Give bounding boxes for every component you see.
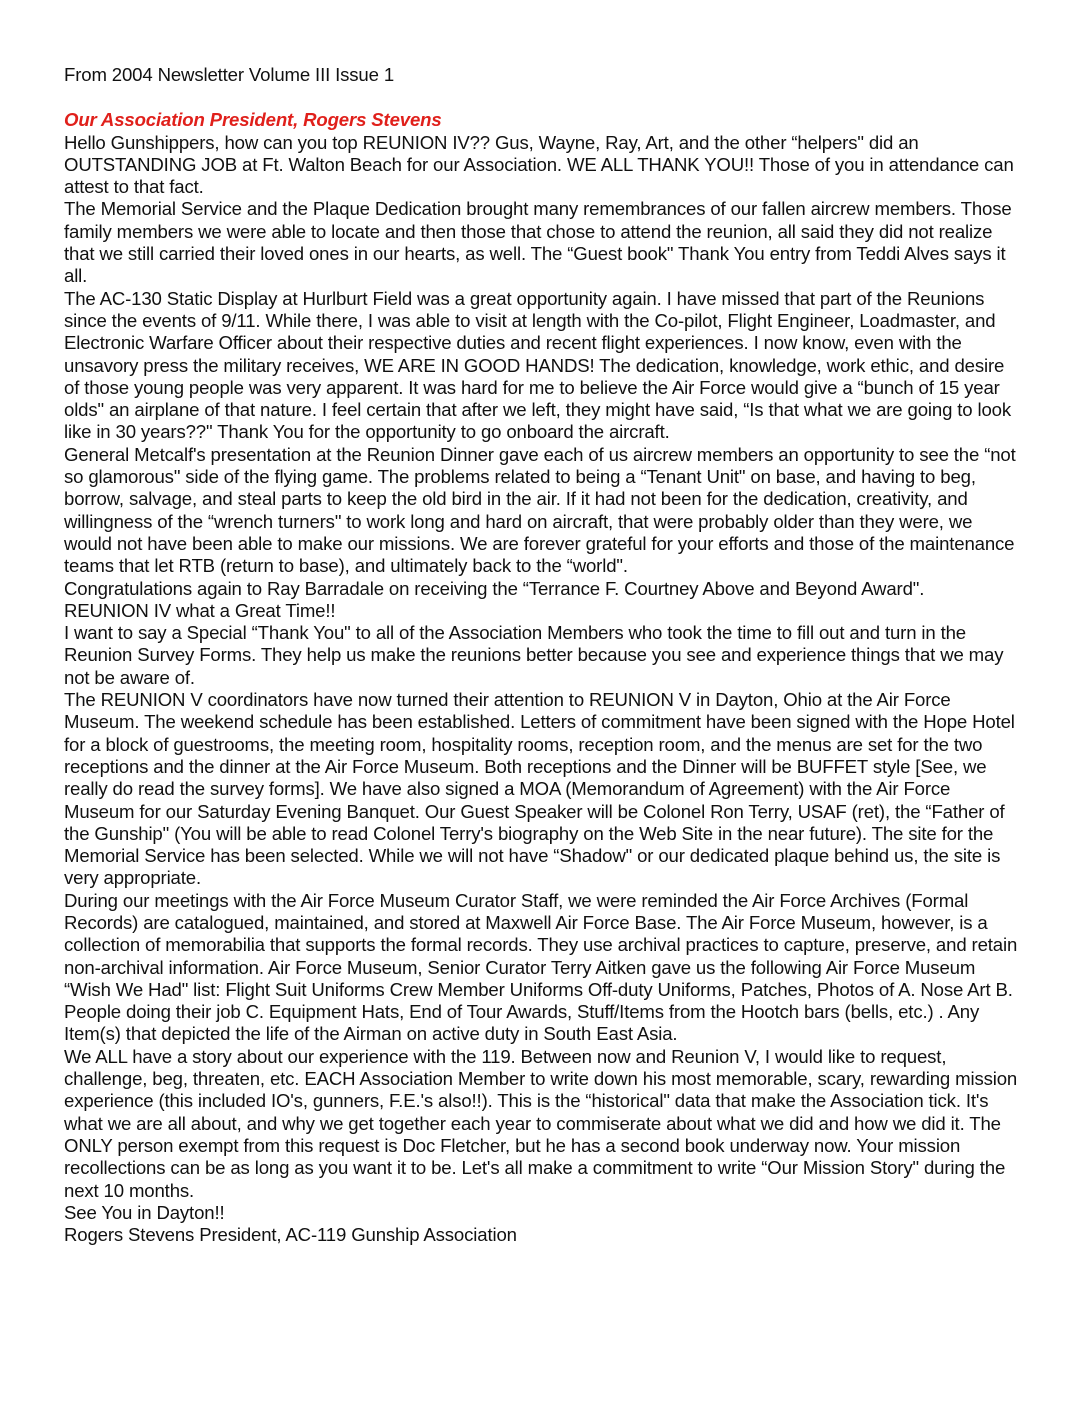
paragraph-see-you: See You in Dayton!! — [64, 1201, 225, 1223]
paragraph-great-time: REUNION IV what a Great Time!! — [64, 599, 336, 621]
paragraph-greeting: Hello Gunshippers, how can you top REUNION IV?? Gus, Wayne, Ray, Art, and the other “helpers" did an OUTSTANDING JOB at Ft. Walton Beach for our Association. WE ALL THANK YOU!! Those of you in attendance can attest to that fact. — [64, 131, 1014, 198]
paragraph-survey-thanks: I want to say a Special “Thank You" to all of the Association Members who took the time to fill out and turn in the Reunion Survey Forms. They help us make the reunions better because you see and experience things that we may not be aware of. — [64, 622, 1004, 688]
paragraph-congratulations: Congratulations again to Ray Barradale on receiving the “Terrance F. Courtney Above and Beyond Award". — [64, 577, 925, 599]
paragraph-memorial-service: The Memorial Service and the Plaque Dedication brought many remembrances of our fallen aircrew members. Those family members we were able to locate and then those that chose to attend the reunion, all said they did not realize that we still carried their loved ones in our hearts, as well. The “Guest book" Thank You entry from Teddi Alves says it all. — [64, 198, 1012, 287]
paragraph-general-metcalf: General Metcalf's presentation at the Reunion Dinner gave each of us aircrew members an opportunity to see the “not so glamorous" side of the flying game. The problems related to being a “Tenant Unit" on base, and having to beg, borrow, salvage, and steal parts to keep the old bird in the air. If it had not been for the dedication, creativity, and willingness of the “wrench turners" to work long and hard on aircraft, that were probably older than they were, we would not have been able to make our missions. We are forever grateful for your efforts and those of the maintenance teams that let RTB (return to base), and ultimately back to the “world". — [64, 443, 1016, 577]
article-body — [64, 132, 1024, 1247]
article-title: Our Association President, Rogers Stevens — [64, 109, 442, 131]
paragraph-reunion-v: The REUNION V coordinators have now turned their attention to REUNION V in Dayton, Ohio at the Air Force Museum. The weekend schedule has been established. Letters of commitment have been signed with the Hope Hotel for a block of guestrooms, the meeting room, hospitality rooms, reception room, and the menus are set for the two receptions and the dinner at the Air Force Museum. Both receptions and the Dinner will be BUFFET style [See, we really do read the survey forms]. We have also signed a MOA (Memorandum of Agreement) with the Air Force Museum for our Saturday Evening Banquet. Our Guest Speaker will be Colonel Ron Terry, USAF (ret), the “Father of the Gunship" (You will be able to read Colonel Terry's biography on the Web Site in the near future). The site for the Memorial Service has been selected. While we will not have “Shadow" or our dedicated plaque behind us, the site is very appropriate. — [64, 689, 1015, 889]
paragraph-static-display: The AC-130 Static Display at Hurlburt Field was a great opportunity again. I have missed that part of the Reunions since the events of 9/11. While there, I was able to visit at length with the Co-pilot, Flight Engineer, Loadmaster, and Electronic Warfare Officer about their respective duties and recent flight experiences. I now know, even with the unsavory press the military receives, WE ARE IN GOOD HANDS! The dedication, knowledge, work ethic, and desire of those young people was very apparent. It was hard for me to believe the Air Force would give a “bunch of 15 year olds" an airplane of that nature. I feel certain that after we left, they might have said, “Is that what we are going to look like in 30 years??" Thank You for the opportunity to go onboard the aircraft. — [64, 287, 1012, 443]
paragraph-museum-curator: During our meetings with the Air Force Museum Curator Staff, we were reminded the Air Force Archives (Formal Records) are catalogued, maintained, and stored at Maxwell Air Force Base. The Air Force Museum, however, is a collection of memorabilia that supports the formal records. They use archival practices to capture, preserve, and retain non-archival information. Air Force Museum, Senior Curator Terry Aitken gave us the following Air Force Museum “Wish We Had" list: Flight Suit Uniforms Crew Member Uniforms Off-duty Uniforms, Patches, Photos of A. Nose Art B. People doing their job C. Equipment Hats, End of Tour Awards, Stuff/Items from the Hootch bars (bells, etc.) . Any Item(s) that depicted the life of the Airman on active duty in South East Asia. — [64, 889, 1018, 1045]
signature-line: Rogers Stevens President, AC-119 Gunship Association — [64, 1224, 517, 1246]
newsletter-source-line: From 2004 Newsletter Volume III Issue 1 — [64, 64, 395, 85]
paragraph-mission-stories: We ALL have a story about our experience with the 119. Between now and Reunion V, I would like to request, challenge, beg, threaten, etc. EACH Association Member to write down his most memorable, scary, rewarding mission experience (this included IO's, gunners, F.E.'s also!!). This is the “historical" data that make the Association tick. It's what we are all about, and why we get together each year to commiserate about what we did and how we did it. The ONLY person exempt from this request is Doc Fletcher, but he has a second book underway now. Your mission recollections can be as long as you want it to be. Let's all make a commitment to write “Our Mission Story" during the next 10 months. — [64, 1045, 1018, 1201]
newsletter-page — [64, 64, 1024, 1246]
